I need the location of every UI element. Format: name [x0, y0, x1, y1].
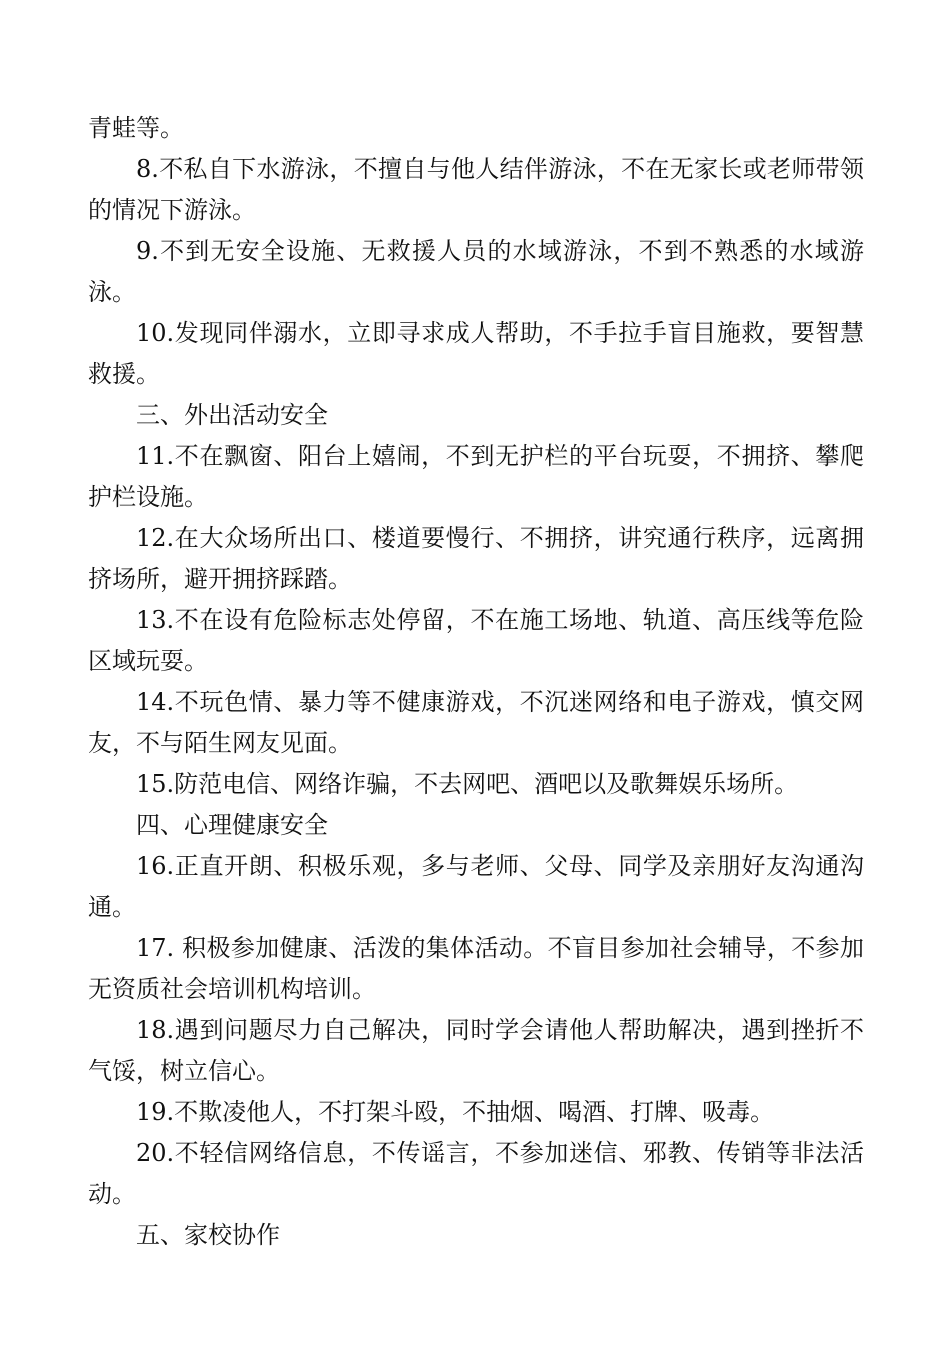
rule-item-15: 15.防范电信、网络诈骗，不去网吧、酒吧以及歌舞娱乐场所。	[136, 770, 799, 798]
rule-item-18: 18.遇到问题尽力自己解决，同时学会请他人帮助解决，遇到挫折不气馁，树立信心。	[88, 1016, 864, 1085]
rule-item-8: 8.不私自下水游泳，不擅自与他人结伴游泳，不在无家长或老师带领的情况下游泳。	[88, 155, 864, 224]
rule-item-16: 16.正直开朗、积极乐观，多与老师、父母、同学及亲朋好友沟通沟通。	[88, 852, 864, 921]
rule-item-9: 9.不到无安全设施、无救援人员的水域游泳，不到不熟悉的水域游泳。	[88, 237, 864, 306]
rule-item-14: 14.不玩色情、暴力等不健康游戏，不沉迷网络和电子游戏，慎交网友，不与陌生网友见面。	[88, 688, 864, 757]
rule-item-10: 10.发现同伴溺水，立即寻求成人帮助，不手拉手盲目施救，要智慧救援。	[88, 319, 864, 388]
rule-item-20: 20.不轻信网络信息，不传谣言，不参加迷信、邪教、传销等非法活动。	[88, 1139, 864, 1208]
rule-item-17: 17. 积极参加健康、活泼的集体活动。不盲目参加社会辅导，不参加无资质社会培训机构培训。	[88, 934, 864, 1003]
paragraph-continuation: 青蛙等。	[88, 114, 184, 142]
section-heading-home-school: 五、家校协作	[136, 1221, 280, 1249]
rule-item-19: 19.不欺凌他人，不打架斗殴，不抽烟、喝酒、打牌、吸毒。	[136, 1098, 775, 1126]
document-page	[88, 108, 864, 1256]
section-heading-mental-health: 四、心理健康安全	[136, 811, 328, 839]
section-heading-outdoor-safety: 三、外出活动安全	[136, 401, 328, 429]
rule-item-13: 13.不在设有危险标志处停留，不在施工场地、轨道、高压线等危险区域玩耍。	[88, 606, 864, 675]
rule-item-11: 11.不在飘窗、阳台上嬉闹，不到无护栏的平台玩耍，不拥挤、攀爬护栏设施。	[88, 442, 864, 511]
rule-item-12: 12.在大众场所出口、楼道要慢行、不拥挤，讲究通行秩序，远离拥挤场所，避开拥挤踩踏。	[88, 524, 864, 593]
